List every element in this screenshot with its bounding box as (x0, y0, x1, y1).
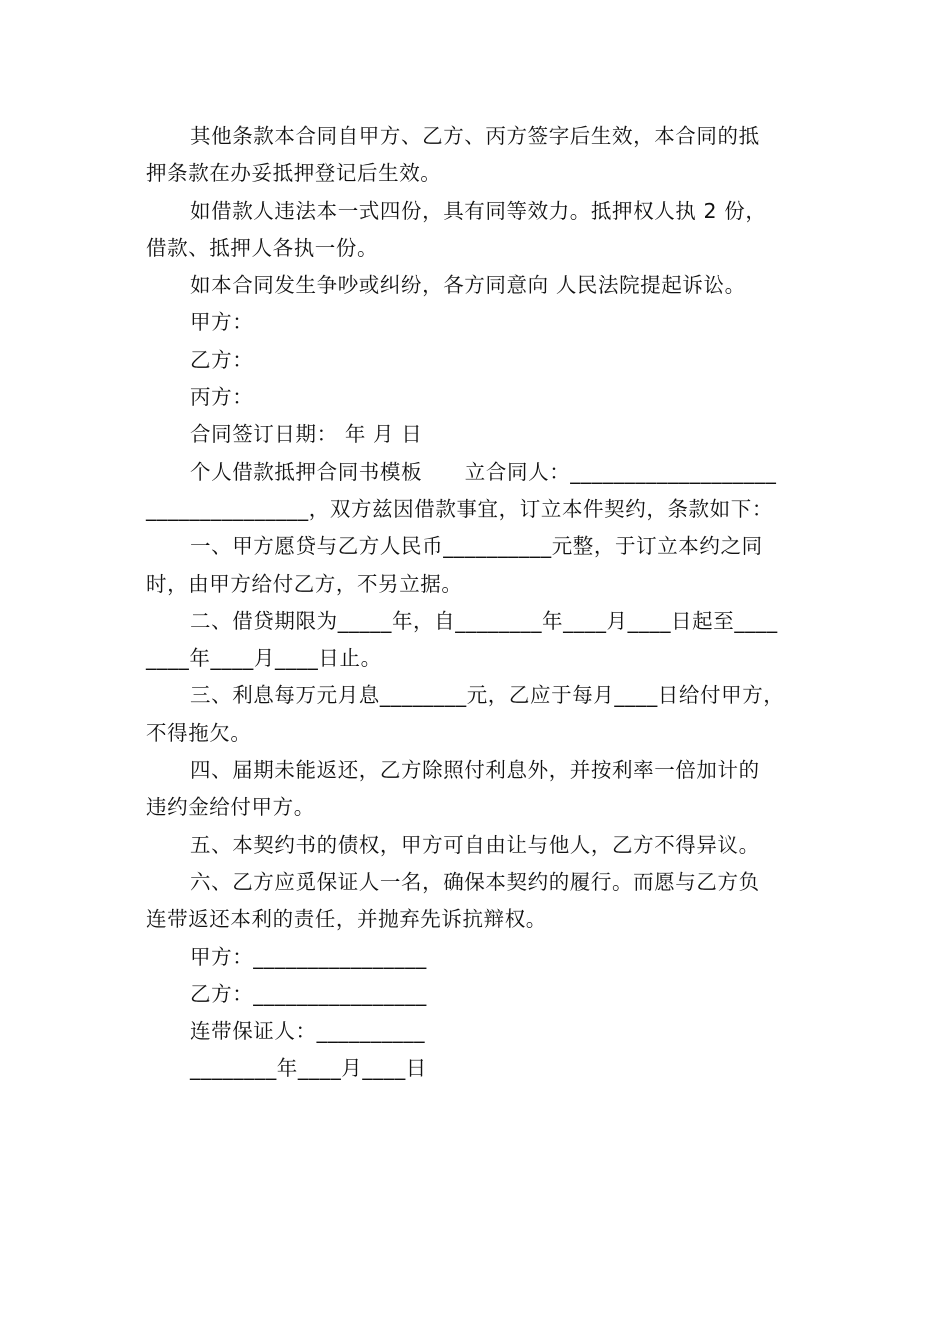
document-line: 时，由甲方给付乙方，不另立据。 (146, 571, 463, 596)
document-line: _______________，双方兹因借款事宜，订立本件契约，条款如下： (146, 496, 773, 521)
document-line: 甲方： (190, 310, 254, 335)
document-line: 不得拖欠。 (146, 720, 252, 745)
document-line: ____年____月____日止。 (146, 646, 382, 671)
document-line: 乙方：________________ (190, 981, 427, 1006)
document-line: 合同签订日期： 年 月 日 (190, 422, 423, 447)
document-line: 一、甲方愿贷与乙方人民币__________元整，于订立本约之同 (190, 534, 763, 559)
document-line: 二、借贷期限为_____年，自________年____月____日起至____ (190, 608, 778, 633)
document-line: 违约金给付甲方。 (146, 795, 315, 820)
document-line: 连带保证人：__________ (190, 1019, 426, 1044)
document-line: 借款、抵押人各执一份。 (146, 235, 379, 260)
document-line: 丙方： (190, 385, 254, 410)
document-line: 连带返还本利的责任，并抛弃先诉抗辩权。 (146, 907, 547, 932)
document-line: 押条款在办妥抵押登记后生效。 (146, 161, 442, 186)
document-line: 三、利息每万元月息________元，乙应于每月____日给付甲方， (190, 683, 785, 708)
document-line: 六、乙方应觅保证人一名，确保本契约的履行。而愿与乙方负 (190, 869, 760, 894)
document-line: 甲方：________________ (190, 944, 427, 969)
document-line: 如借款人违法本一式四份，具有同等效力。抵押权人执 2 份， (190, 198, 767, 223)
document-body (146, 118, 816, 1088)
document-line: 五、本契约书的债权，甲方可自由让与他人，乙方不得异议。 (190, 832, 760, 857)
document-line: 如本合同发生争吵或纠纷，各方同意向 人民法院提起诉讼。 (190, 273, 746, 298)
document-line: 其他条款本合同自甲方、乙方、丙方签字后生效，本合同的抵 (190, 124, 760, 148)
document-line: ________年____月____日 (190, 1056, 427, 1081)
document-line: 乙方： (190, 347, 254, 372)
document-line: 个人借款抵押合同书模板 立合同人：___________________ (190, 459, 777, 484)
document-line: 四、届期未能返还，乙方除照付利息外，并按利率一倍加计的 (190, 758, 760, 783)
